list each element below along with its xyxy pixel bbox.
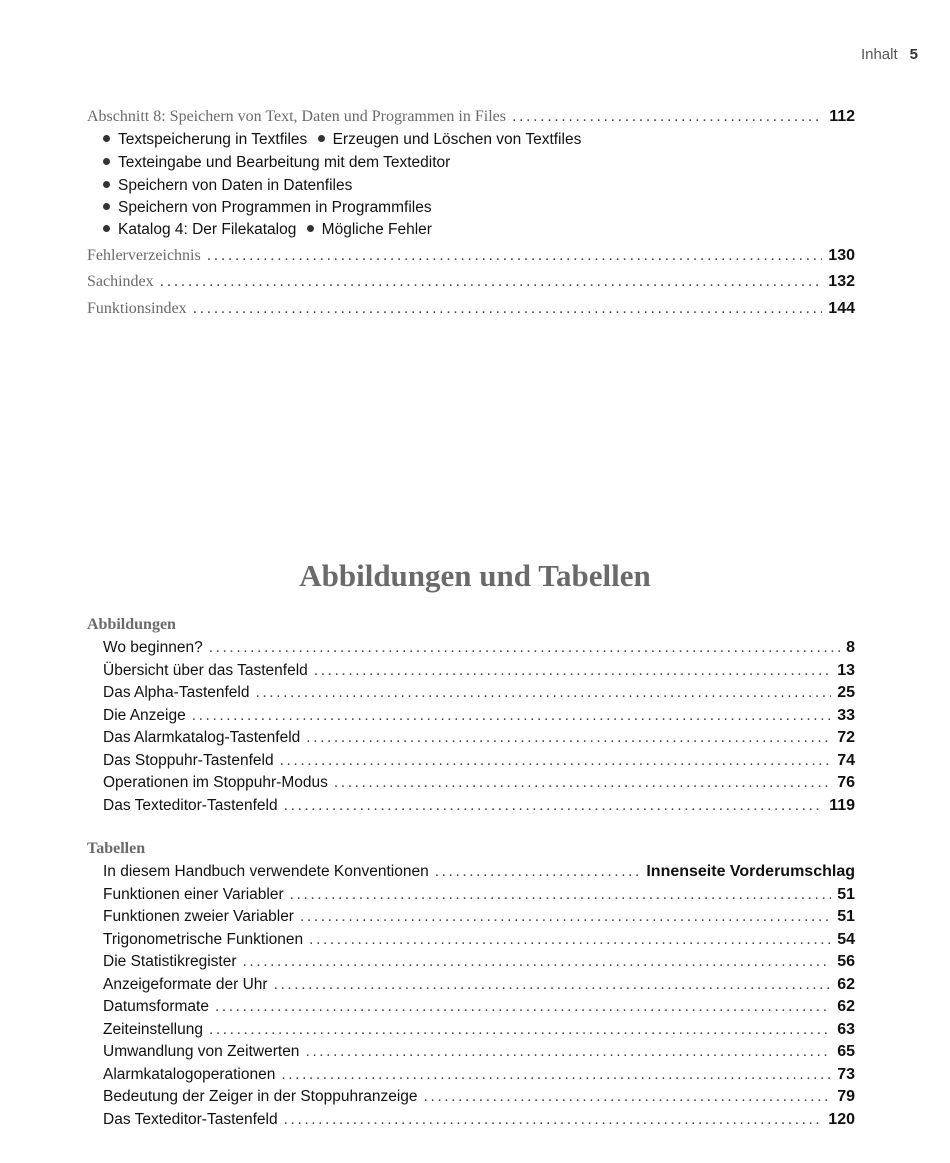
running-header (861, 46, 918, 63)
toc-entry-title: Sachindex (87, 273, 154, 290)
list-item-page: 51 (837, 908, 855, 925)
list-item-page: 74 (837, 751, 855, 769)
leader-dots (435, 863, 641, 881)
list-item-page: 79 (837, 1088, 855, 1105)
list-item-page: 56 (837, 953, 855, 970)
toc-entry-page: 132 (828, 273, 855, 290)
list-item[interactable] (0, 1111, 950, 1129)
list-item[interactable] (0, 1021, 950, 1039)
toc-subline (103, 177, 352, 195)
toc-subitem: Erzeugen und Löschen von Textfiles (332, 131, 582, 148)
list-item[interactable] (0, 976, 950, 994)
list-item-page: 8 (846, 639, 855, 656)
toc-subitem: Textspeicherung in Textfiles (118, 131, 308, 148)
list-item-label: Das Alarmkatalog-Tastenfeld (103, 729, 301, 746)
list-item-label: Alarmkatalogoperationen (103, 1065, 276, 1083)
list-item[interactable] (0, 931, 950, 949)
leader-dots (334, 774, 831, 792)
list-item-label: Anzeigeformate der Uhr (103, 975, 268, 993)
toc-entry-title: Funktionsindex (87, 300, 187, 317)
toc-subline (103, 154, 450, 172)
list-item[interactable] (0, 729, 950, 747)
list-item-label: Das Texteditor-Tastenfeld (103, 1110, 278, 1128)
leader-dots (255, 684, 831, 702)
leader-dots (305, 1043, 831, 1061)
list-item[interactable] (0, 1043, 950, 1061)
toc-entry-sachindex[interactable] (0, 273, 950, 291)
list-item[interactable] (0, 684, 950, 702)
toc-subline (103, 131, 581, 149)
list-item[interactable] (0, 953, 950, 971)
list-item-page: 119 (829, 796, 855, 814)
list-item-label: Übersicht über das Tastenfeld (103, 661, 308, 679)
bullet-icon (103, 158, 110, 165)
leader-dots (284, 797, 824, 815)
list-item[interactable] (0, 863, 950, 881)
leader-dots (290, 886, 832, 904)
toc-entry-page: 130 (828, 247, 855, 264)
list-item-page: 51 (837, 885, 855, 903)
list-item[interactable] (0, 1088, 950, 1106)
toc-subitem: Katalog 4: Der Filekatalog (118, 221, 297, 238)
list-item[interactable] (0, 752, 950, 770)
list-item-page: 76 (837, 774, 855, 791)
list-item-label: In diesem Handbuch verwendete Konventionen (103, 863, 429, 880)
list-item[interactable] (0, 797, 950, 815)
list-item[interactable] (0, 774, 950, 792)
list-item-page: Innenseite Vorderumschlag (646, 863, 855, 880)
leader-dots (424, 1088, 832, 1106)
bullet-icon (103, 181, 110, 188)
toc-entry-fehlerverzeichnis[interactable] (0, 247, 950, 265)
leader-dots (306, 729, 831, 747)
leader-dots (512, 108, 823, 126)
list-item-label: Bedeutung der Zeiger in der Stoppuhranzeige (103, 1088, 418, 1105)
leader-dots (281, 1066, 831, 1084)
leader-dots (209, 639, 840, 657)
list-item-page: 120 (828, 1110, 855, 1128)
toc-entry-title: Abschnitt 8: Speichern von Text, Daten und Programmen in Files (87, 108, 506, 125)
leader-dots (274, 976, 832, 994)
list-item[interactable] (0, 1066, 950, 1084)
list-item-page: 72 (837, 729, 855, 746)
list-item-label: Umwandlung von Zeitwerten (103, 1043, 300, 1060)
toc-entry-funktionsindex[interactable] (0, 300, 950, 318)
bullet-icon (103, 225, 110, 232)
list-item-page: 63 (837, 1020, 855, 1038)
bullet-icon (103, 203, 110, 210)
leader-dots (314, 662, 831, 680)
list-item-page: 33 (837, 706, 855, 724)
list-item-page: 25 (837, 684, 855, 701)
toc-entry-title: Fehlerverzeichnis (87, 247, 201, 264)
list-item[interactable] (0, 886, 950, 904)
toc-subitem: Texteingabe und Bearbeitung mit dem Texteditor (118, 154, 451, 171)
list-item-label: Funktionen einer Variabler (103, 885, 284, 903)
leader-dots (309, 931, 831, 949)
toc-subitem: Speichern von Programmen in Programmfiles (118, 199, 432, 216)
toc-subline (103, 221, 432, 239)
list-item-page: 62 (837, 975, 855, 993)
list-item-page: 13 (837, 661, 855, 679)
list-item-label: Die Anzeige (103, 706, 186, 724)
tabellen-heading: Tabellen (87, 840, 146, 857)
toc-subitem: Mögliche Fehler (321, 221, 432, 238)
toc-subline (103, 199, 432, 217)
leader-dots (284, 1111, 823, 1129)
bullet-icon (307, 225, 314, 232)
list-item[interactable] (0, 998, 950, 1016)
abbildungen-heading: Abbildungen (87, 616, 176, 633)
toc-subitem: Speichern von Daten in Datenfiles (118, 177, 353, 194)
leader-dots (280, 752, 832, 770)
bullet-icon (103, 135, 110, 142)
list-item[interactable] (0, 707, 950, 725)
list-item-label: Die Statistikregister (103, 953, 237, 970)
header-page-number: 5 (909, 46, 918, 63)
leader-dots (192, 707, 831, 725)
toc-entry-page: 144 (828, 300, 855, 317)
toc-entry-page: 112 (829, 108, 855, 125)
leader-dots (207, 247, 823, 265)
leader-dots (160, 273, 823, 291)
leader-dots (215, 998, 831, 1016)
list-item-page: 73 (837, 1065, 855, 1083)
header-label: Inhalt (860, 46, 898, 63)
list-item-label: Funktionen zweier Variabler (103, 908, 294, 925)
list-item-page: 54 (837, 930, 855, 948)
leader-dots (300, 908, 831, 926)
leader-dots (193, 300, 823, 318)
leader-dots (243, 953, 832, 971)
list-item[interactable] (0, 662, 950, 680)
list-item-page: 62 (837, 998, 855, 1015)
list-item-label: Zeiteinstellung (103, 1020, 203, 1038)
list-item-page: 65 (837, 1043, 855, 1060)
list-item-label: Das Alpha-Tastenfeld (103, 684, 250, 701)
list-item-label: Das Texteditor-Tastenfeld (103, 796, 278, 814)
leader-dots (209, 1021, 831, 1039)
bullet-icon (318, 135, 325, 142)
page-title: Abbildungen und Tabellen (299, 558, 651, 593)
toc-entry-section8[interactable] (0, 108, 950, 126)
list-item[interactable] (0, 908, 950, 926)
list-item-label: Wo beginnen? (103, 639, 203, 656)
list-item-label: Operationen im Stoppuhr-Modus (103, 774, 328, 791)
list-item-label: Datumsformate (103, 998, 209, 1015)
list-item[interactable] (0, 639, 950, 657)
list-item-label: Das Stoppuhr-Tastenfeld (103, 751, 274, 769)
list-item-label: Trigonometrische Funktionen (103, 930, 304, 948)
